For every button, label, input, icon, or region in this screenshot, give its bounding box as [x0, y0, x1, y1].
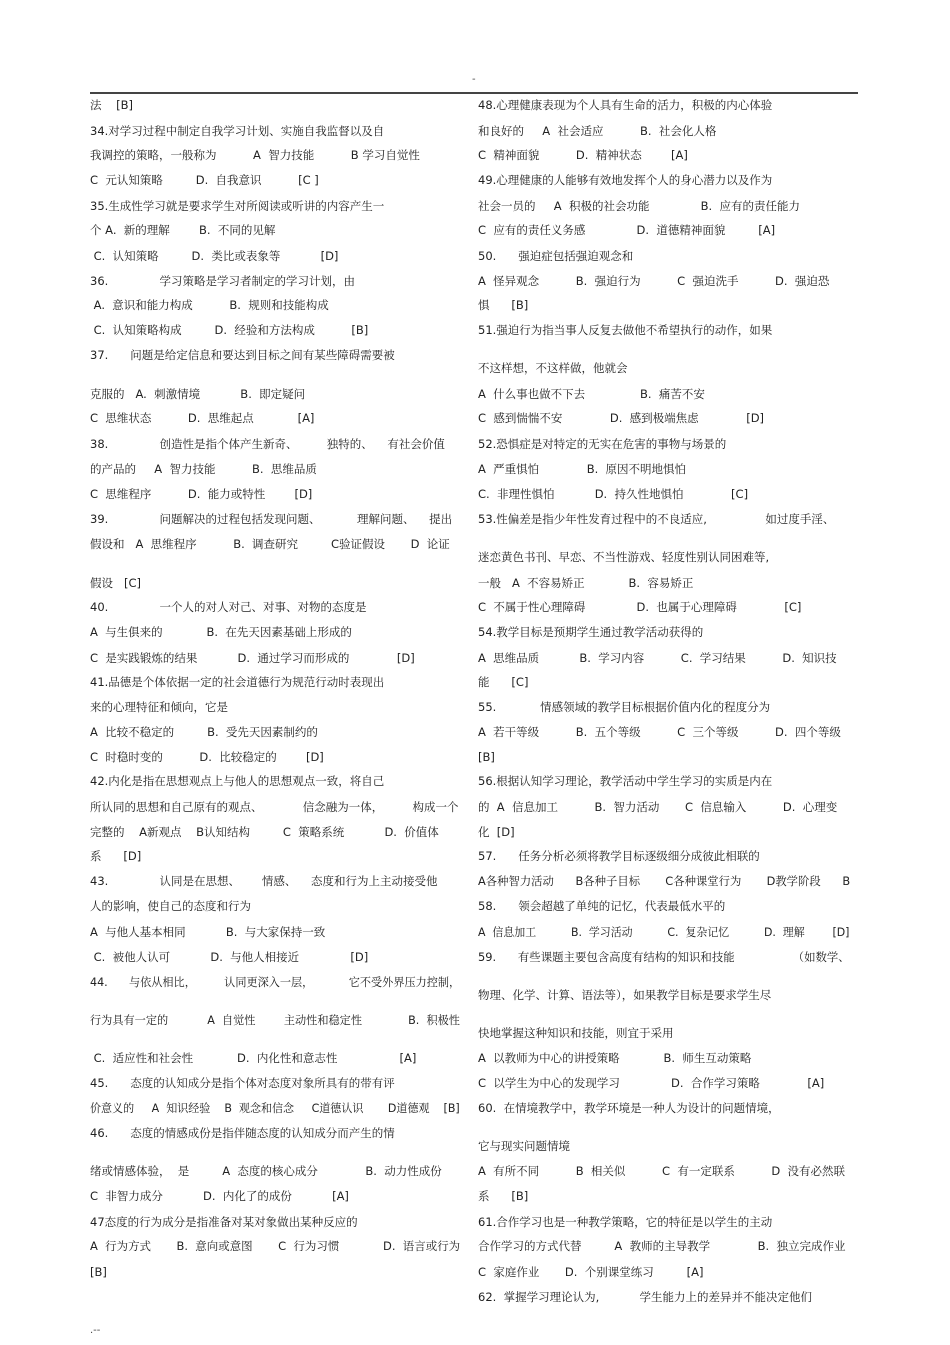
right-column-line: 54.教学目标是预期学生通过教学活动获得的 — [478, 625, 704, 639]
left-column-line: C. 认知策略构成 D. 经验和方法构成 [B] — [90, 323, 369, 337]
left-column-line: C 时稳时变的 D. 比较稳定的 [D] — [90, 750, 324, 764]
left-column-line: 假设和 A 思维程序 B. 调查研究 C验证假设 D 论证 — [90, 537, 450, 551]
right-column-line: C 精神面貌 D. 精神状态 [A] — [478, 148, 688, 162]
left-column-line: 39. 问题解决的过程包括发现问题、 理解问题、 提出 — [90, 512, 453, 526]
right-column-line: 53.性偏差是指少年性发育过程中的不良适应, 如过度手淫、 — [478, 512, 835, 526]
left-column-line: C. 被他人认可 D. 与他人相接近 [D] — [90, 950, 369, 964]
right-column-line: 51.强迫行为指当事人反复去做他不希望执行的动作，如果 — [478, 323, 773, 337]
right-column-line: 59. 有些课题主要包含高度有结构的知识和技能 （如数学、 — [478, 950, 850, 964]
right-column-line: 的 A 信息加工 B. 智力活动 C 信息输入 D. 心理变 — [478, 800, 838, 814]
left-column-line: 34.对学习过程中制定自我学习计划、实施自我监督以及自 — [90, 124, 385, 138]
right-column-line: 合作学习的方式代替 A 教师的主导教学 B. 独立完成作业 — [478, 1239, 846, 1253]
left-column-line: A 行为方式 B. 意向或意图 C 行为习惯 D. 语言或行为 — [90, 1239, 461, 1253]
left-column-line: [B] — [90, 1265, 107, 1279]
right-column-line: 和良好的 A 社会适应 B. 社会化人格 — [478, 124, 717, 138]
left-column-line: 43. 认同是在思想、 情感、 态度和行为上主动接受他 — [90, 874, 438, 888]
left-column-line: A. 意识和能力构成 B. 规则和技能构成 — [90, 298, 329, 312]
right-column-line: 系 [B] — [478, 1189, 529, 1203]
right-column-line: [B] — [478, 750, 495, 764]
left-column-line: 绪或情感体验， 是 A 态度的核心成分 B. 动力性成份 — [90, 1164, 442, 1178]
right-column-line: 62. 掌握学习理论认为, 学生能力上的差异并不能决定他们 — [478, 1290, 812, 1304]
left-column-line: 个 A. 新的理解 B. 不同的见解 — [90, 223, 276, 237]
right-column-line: C 家庭作业 D. 个别课堂练习 [A] — [478, 1265, 704, 1279]
left-column-line: 46. 态度的情感成份是指伴随态度的认知成分而产生的情 — [90, 1126, 395, 1140]
right-column-line: 49.心理健康的人能够有效地发挥个人的身心潜力以及作为 — [478, 173, 773, 187]
right-column-line: 迷恋黄色书刊、早恋、不当性游戏、轻度性别认同困难等, — [478, 550, 770, 564]
right-column-line: A 严重惧怕 B. 原因不明地惧怕 — [478, 462, 687, 476]
left-column-line: 41.品德是个体依据一定的社会道德行为规范行动时表现出 — [90, 675, 385, 689]
left-column-line: 假设 [C] — [90, 576, 141, 590]
right-column-line: C 以学生为中心的发现学习 D. 合作学习策略 [A] — [478, 1076, 825, 1090]
left-column-line: 47态度的行为成分是指准备对某对象做出某种反应的 — [90, 1215, 358, 1229]
left-column-line: 40. 一个人的对人对己、对事、对物的态度是 — [90, 600, 367, 614]
right-column-line: 社会一员的 A 积极的社会功能 B. 应有的责任能力 — [478, 199, 800, 213]
right-column-line: 一般 A 不容易矫正 B. 容易矫正 — [478, 576, 694, 590]
left-column-line: A 与生俱来的 B. 在先天因素基础上形成的 — [90, 625, 352, 639]
right-column-line: A 信息加工 B. 学习活动 C. 复杂记忆 D. 理解 [D] — [478, 925, 850, 939]
right-column-line: 能 [C] — [478, 675, 529, 689]
left-column-line: 克服的 A. 刺激情境 B. 即定疑问 — [90, 387, 306, 401]
left-column-line: 35.生成性学习就是要求学生对所阅读或听讲的内容产生一 — [90, 199, 385, 213]
left-column-line: 所认同的思想和自己原有的观点、 信念融为一体， 构成一个 — [90, 800, 459, 814]
right-column-line: A各种智力活动 B各种子目标 C各种课堂行为 D教学阶段 B — [478, 874, 851, 888]
left-column-line: 的产品的 A 智力技能 B. 思维品质 — [90, 462, 317, 476]
right-column-line: 56.根据认知学习理论，教学活动中学生学习的实质是内在 — [478, 774, 773, 788]
left-column-line: 完整的 A新观点 B认知结构 C 策略系统 D. 价值体 — [90, 825, 439, 839]
right-column-line: 物理、化学、计算、语法等），如果教学目标是要求学生尽 — [478, 988, 772, 1002]
right-column-line: 60. 在情境教学中，教学环境是一种人为设计的问题情境， — [478, 1101, 780, 1115]
left-column-line: 法 [B] — [90, 98, 133, 112]
left-column-line: 37. 问题是给定信息和要达到目标之间有某些障碍需要被 — [90, 348, 395, 362]
right-column-line: 55. 情感领域的教学目标根据价值内化的程度分为 — [478, 700, 771, 714]
left-column-line: C 是实践锻炼的结果 D. 通过学习而形成的 [D] — [90, 651, 415, 665]
left-column-line: 36. 学习策略是学习者制定的学习计划，由 — [90, 274, 355, 288]
left-column-line: C. 适应性和社会性 D. 内化性和意志性 [A] — [90, 1051, 417, 1065]
right-column-line: 58. 领会超越了单纯的记忆，代表最低水平的 — [478, 899, 726, 913]
right-column-line: 惧 [B] — [478, 298, 529, 312]
right-column-line: 快地掌握这种知识和技能，则宜于采用 — [478, 1026, 674, 1040]
right-column-line: 化 [D] — [478, 825, 515, 839]
left-column-line: 38. 创造性是指个体产生新奇、 独特的、 有社会价值 — [90, 437, 445, 451]
left-column-line: 42.内化是指在思想观点上与他人的思想观点一致，将自己 — [90, 774, 385, 788]
left-column-line: C 思维程序 D. 能力或特性 [D] — [90, 487, 313, 501]
right-column-line: 48.心理健康表现为个人具有生命的活力，积极的内心体验 — [478, 98, 773, 112]
left-column-line: A 比较不稳定的 B. 受先天因素制约的 — [90, 725, 318, 739]
left-column-line: 人的影响，使自己的态度和行为 — [90, 899, 251, 913]
right-column-line: C 不属于性心理障碍 D. 也属于心理障碍 [C] — [478, 600, 802, 614]
right-column-line: C 感到惴惴不安 D. 感到极端焦虑 [D] — [478, 411, 765, 425]
left-column-line: C. 认知策略 D. 类比或表象等 [D] — [90, 249, 339, 263]
right-column-line: C 应有的责任义务感 D. 道德精神面貌 [A] — [478, 223, 776, 237]
left-column-line: C 思维状态 D. 思维起点 [A] — [90, 411, 315, 425]
right-column-line: A 以教师为中心的讲授策略 B. 师生互动策略 — [478, 1051, 752, 1065]
left-column-line: 来的心理特征和倾向，它是 — [90, 700, 228, 714]
left-column-line: 我调控的策略，一般称为 A 智力技能 B 学习自觉性 — [90, 148, 420, 162]
header-rule — [90, 92, 858, 94]
right-column-line: A 怪异观念 B. 强迫行为 C 强迫洗手 D. 强迫恐 — [478, 274, 830, 288]
right-column-line: 57. 任务分析必须将教学目标逐级细分成彼此相联的 — [478, 849, 760, 863]
right-column-line: 61.合作学习也是一种教学策略，它的特征是以学生的主动 — [478, 1215, 773, 1229]
right-column-line: 不这样想，不这样做，他就会 — [478, 361, 628, 375]
right-column-line: A 思维品质 B. 学习内容 C. 学习结果 D. 知识技 — [478, 651, 837, 665]
right-column-line: 52.恐惧症是对特定的无实在危害的事物与场景的 — [478, 437, 727, 451]
left-column-line: 44. 与依从相比， 认同更深入一层， 它不受外界压力控制， — [90, 975, 461, 989]
right-column-line: C. 非理性惧怕 D. 持久性地惧怕 [C] — [478, 487, 749, 501]
left-column-line: C 元认知策略 D. 自我意识 [C ] — [90, 173, 319, 187]
right-column-line: A 有所不同 B 相关似 C 有一定联系 D 没有必然联 — [478, 1164, 846, 1178]
left-column-line: 45. 态度的认知成分是指个体对态度对象所具有的带有评 — [90, 1076, 395, 1090]
right-column-line: A 若干等级 B. 五个等级 C 三个等级 D. 四个等级 — [478, 725, 841, 739]
left-column-line: C 非智力成分 D. 内化了的成份 [A] — [90, 1189, 349, 1203]
left-column-line: 行为具有一定的 A 自觉性 主动性和稳定性 B. 积极性 — [90, 1013, 460, 1027]
left-column-line: 价意义的 A 知识经验 B 观念和信念 C道德认识 D道德观 [B] — [90, 1101, 460, 1115]
right-column-line: A 什么事也做不下去 B. 痛苦不安 — [478, 387, 705, 401]
right-column-line: 50. 强迫症包括强迫观念和 — [478, 249, 634, 263]
footer-mark: .-- — [90, 1325, 101, 1336]
right-column-line: 它与现实问题情境 — [478, 1139, 570, 1153]
left-column-line: A 与他人基本相同 B. 与大家保持一致 — [90, 925, 326, 939]
left-column-line: 系 [D] — [90, 849, 142, 863]
header-mark: - — [472, 74, 476, 85]
